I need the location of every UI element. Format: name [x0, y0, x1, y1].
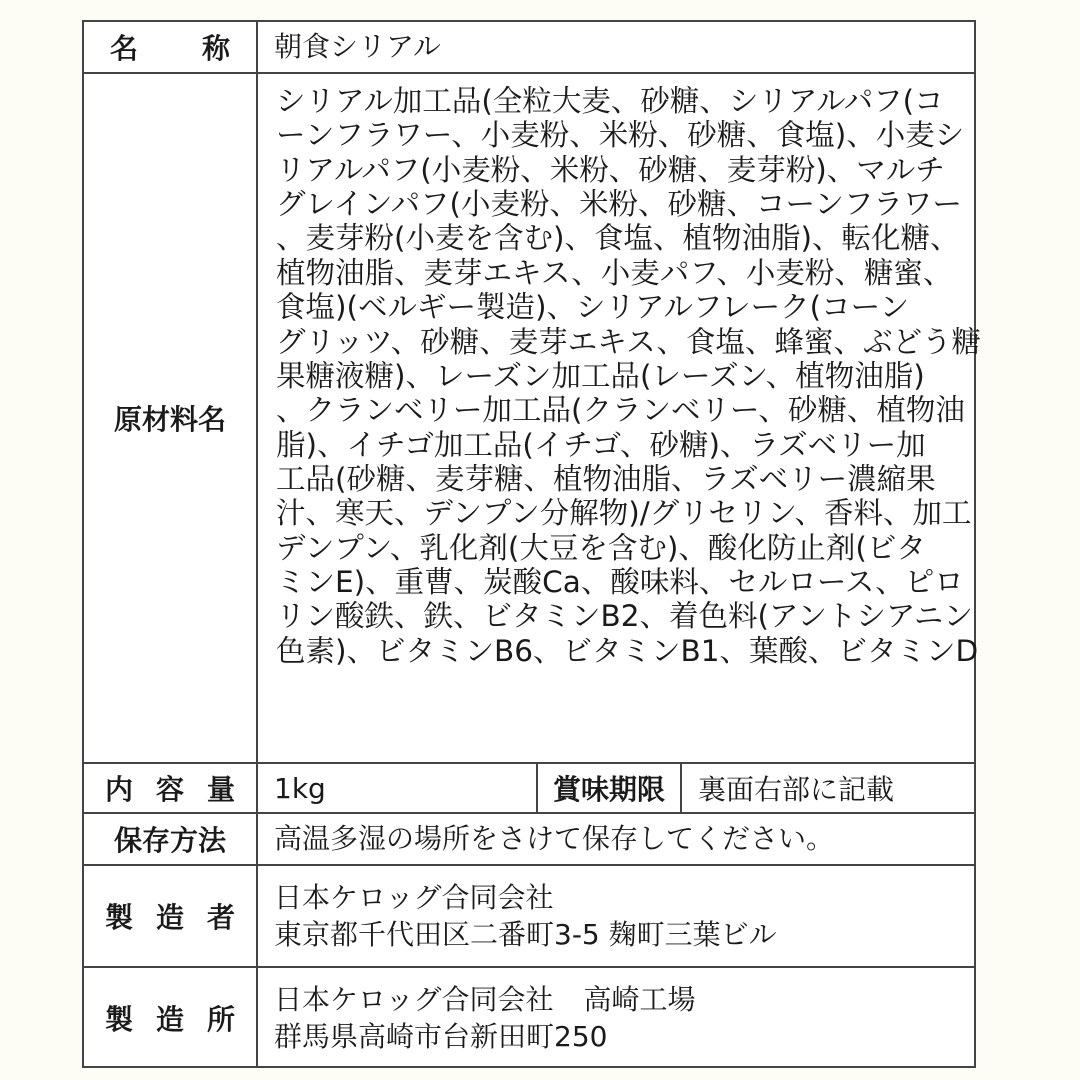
row-ingredients [84, 74, 982, 764]
ingredients-line: ーンフラワー、小麦粉、米粉、砂糖、食塩)、小麦シ [276, 118, 965, 153]
ingredients-line: 脂)、イチゴ加工品(イチゴ、砂糖)、ラズベリー加 [276, 427, 926, 462]
row-factory [84, 968, 974, 1068]
label-contents: 内 容 量 [84, 764, 258, 812]
manufacturer-name: 日本ケロッグ合同会社 [274, 880, 554, 914]
row-manufacturer [84, 866, 974, 968]
row-product-name [84, 22, 974, 74]
label-manufacturer: 製 造 者 [84, 866, 258, 966]
factory-address: 群馬県高崎市台新田町250 [274, 1020, 608, 1053]
ingredients-line: ミンE)、重曹、炭酸Ca、酸味料、セルロース、ピロ [276, 565, 964, 600]
factory-value [274, 968, 960, 1068]
ingredients-line: 植物油脂、麦芽エキス、小麦パフ、小麦粉、糖蜜、 [276, 255, 953, 290]
row-contents [84, 764, 974, 814]
label-ingredients: 原材料名 [84, 74, 258, 762]
ingredients-line: 、クランベリー加工品(クランベリー、砂糖、植物油 [276, 393, 965, 428]
ingredients-line: リン酸鉄、鉄、ビタミンB2、着色料(アントシアニン [276, 599, 973, 634]
manufacturer-address: 東京都千代田区二番町3-5 麹町三葉ビル [274, 918, 777, 951]
label-product-name: 名 称 [84, 22, 258, 72]
contents-value: 1kg [274, 771, 326, 805]
ingredients-line: 工品(砂糖、麦芽糖、植物油脂、ラズベリー濃縮果 [276, 461, 936, 496]
label-factory: 製 造 所 [84, 968, 258, 1068]
ingredients-line: 色素)、ビタミンB6、ビタミンB1、葉酸、ビタミンD [276, 633, 979, 668]
label-storage: 保存方法 [84, 814, 258, 864]
ingredients-line: 食塩)(ベルギー製造)、シリアルフレーク(コーン [276, 290, 910, 325]
ingredients-line: グリッツ、砂糖、麦芽エキス、食塩、蜂蜜、ぶどう糖 [276, 324, 982, 359]
ingredients-line: リアルパフ(小麦粉、米粉、砂糖、麦芽粉)、マルチ [276, 152, 945, 187]
storage-value: 高温多湿の場所をさけて保存してください。 [274, 822, 835, 856]
ingredients-line: 、麦芽粉(小麦を含む)、食塩、植物油脂)、転化糖、 [276, 221, 960, 256]
factory-name: 日本ケロッグ合同会社 高崎工場 [274, 982, 696, 1016]
product-name-value: 朝食シリアル [274, 30, 441, 64]
row-storage [84, 814, 974, 866]
ingredients-line: グレインパフ(小麦粉、米粉、砂糖、コーンフラワー [276, 187, 962, 222]
ingredients-line: 汁、寒天、デンプン分解物)/グリセリン、香料、加工 [276, 496, 972, 531]
manufacturer-value [274, 866, 960, 966]
ingredients-line: デンプン、乳化剤(大豆を含む)、酸化防止剤(ビタ [276, 530, 926, 565]
nutrition-label-table [82, 20, 982, 1068]
ingredients-line: シリアル加工品(全粒大麦、砂糖、シリアルパフ(コ [276, 84, 944, 118]
ingredients-text [276, 84, 982, 754]
best-before-label: 賞味期限 [536, 764, 682, 812]
ingredients-line: 果糖液糖)、レーズン加工品(レーズン、植物油脂) [276, 358, 925, 393]
best-before-value: 裏面右部に記載 [698, 773, 895, 806]
